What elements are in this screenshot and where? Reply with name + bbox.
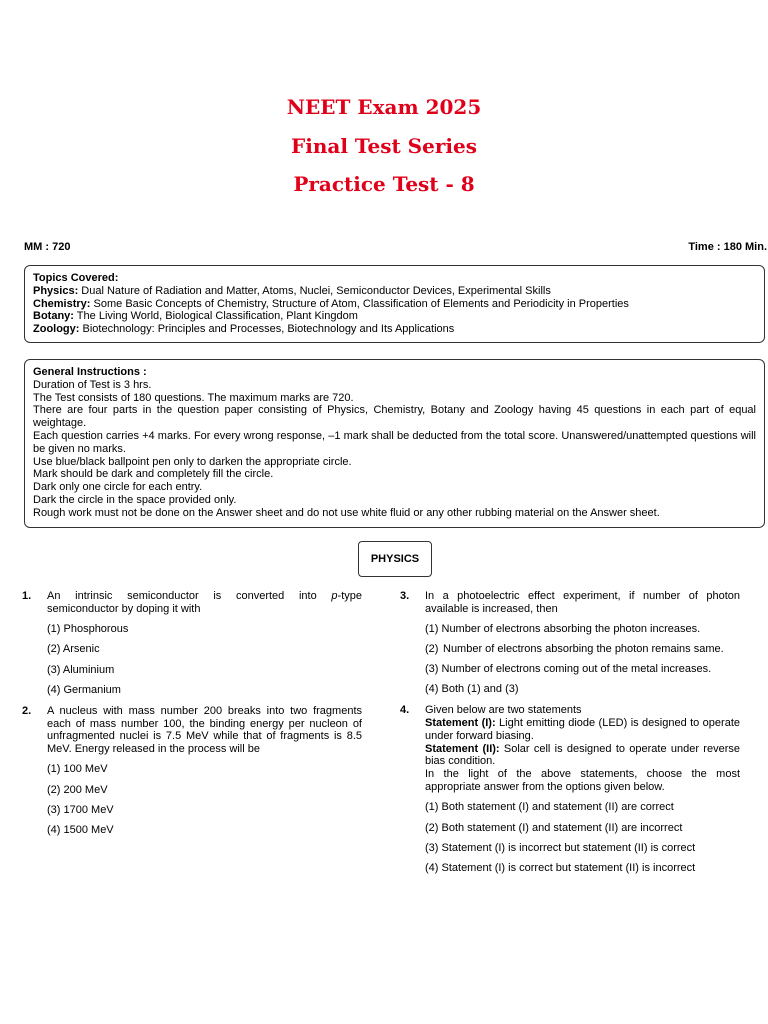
instruction-item: Use blue/black ballpoint pen only to darken the appropriate circle. <box>33 455 352 468</box>
instruction-item: Duration of Test is 3 hrs. <box>33 378 152 391</box>
option-label: (2) <box>425 643 439 656</box>
instruction-item: Dark only one circle for each entry. <box>33 481 203 494</box>
option-2: (2) 200 MeV <box>47 783 108 796</box>
question-number: 1. <box>22 590 32 602</box>
instruction-item: Mark should be dark and completely fill the circle. <box>33 468 274 481</box>
topics-zoology: Zoology: Biotechnology: Principles and Processes, Biotechnology and Its Applications <box>33 323 455 336</box>
topics-botany: Botany: The Living World, Biological Classification, Plant Kingdom <box>33 310 358 323</box>
instruction-item: Dark the circle in the space provided only. <box>33 493 237 506</box>
instruction-item: The Test consists of 180 questions. The maximum marks are 720. <box>33 391 354 404</box>
option-4: (4) Statement (I) is correct but statement (II) is incorrect <box>425 862 696 875</box>
instruction-item: Each question carries +4 marks. For every wrong response, –1 mark shall be deducted from the total score. Unanswered/unattempted questions will be given no marks. <box>33 429 756 455</box>
exam-meta <box>24 241 767 253</box>
question-stem: In a photoelectric effect experiment, if number of photon available is increased, then <box>425 590 740 615</box>
option-3: (3) Number of electrons coming out of the metal increases. <box>425 663 712 676</box>
time-limit: Time : 180 Min. <box>688 241 767 253</box>
statement-1: Statement (I): Light emitting diode (LED) is designed to operate under forward biasing. <box>425 717 740 742</box>
question-number: 4. <box>400 704 410 717</box>
instruction-item: There are four parts in the question paper consisting of Physics, Chemistry, Botany and Zoology having 45 questions in each part of equal weightage. <box>33 404 756 430</box>
question-stem: Given below are two statements Statement (I): Light emitting diode (LED) is designed to operate under forward biasing. Statement (II): Solar cell is designed to operate under reverse bias condition. In the light of the above statements, choose the most appropriate answer from the options given below. <box>425 704 740 794</box>
topics-box <box>24 265 765 343</box>
instructions-box <box>24 359 765 528</box>
option-4: (4) Both (1) and (3) <box>425 683 519 696</box>
question-1 <box>22 590 362 697</box>
option-1: (1) 100 MeV <box>47 763 108 776</box>
topics-heading: Topics Covered: <box>33 272 119 284</box>
statement-2: Statement (II): Solar cell is designed to operate under reverse bias condition. <box>425 742 740 768</box>
option-3: (3) 1700 MeV <box>47 804 114 817</box>
question-stem: An intrinsic semiconductor is converted into p-type semiconductor by doping it with <box>47 590 362 615</box>
max-marks: MM : 720 <box>24 241 71 253</box>
option-1: (1) Phosphorous <box>47 623 129 636</box>
topics-physics: Physics: Dual Nature of Radiation and Matter, Atoms, Nuclei, Semiconductor Devices, Experimental Skills <box>33 284 551 297</box>
question-2 <box>22 705 362 837</box>
option-4: (4) Germanium <box>47 683 121 696</box>
option-2: (2) Arsenic <box>47 643 100 656</box>
option-2: (2) Both statement (I) and statement (II) are incorrect <box>425 821 683 834</box>
option-4: (4) 1500 MeV <box>47 824 114 837</box>
option-3: (3) Statement (I) is incorrect but statement (II) is correct <box>425 841 696 854</box>
question-stem: A nucleus with mass number 200 breaks into two fragments each of mass number 100, the binding energy per nucleon of unfragmented nuclei is 7.5 MeV while that of fragments is 8.5 MeV. Energy released in the process will be <box>47 704 362 756</box>
instructions-heading: General Instructions : <box>33 366 147 378</box>
exam-titles <box>0 88 768 204</box>
question-3 <box>400 590 740 696</box>
exam-title: NEET Exam 2025 <box>286 95 482 119</box>
question-4 <box>400 704 740 875</box>
option-2 <box>425 643 740 656</box>
option-1: (1) Both statement (I) and statement (II) are correct <box>425 801 674 814</box>
option-text: Number of electrons absorbing the photon remains same. <box>443 643 724 656</box>
series-title: Final Test Series <box>291 133 477 158</box>
option-1: (1) Number of electrons absorbing the photon increases. <box>425 623 701 636</box>
questions-right-column <box>400 590 740 875</box>
section-heading-physics: PHYSICS <box>358 541 432 577</box>
question-number: 2. <box>22 704 32 717</box>
test-title: Practice Test - 8 <box>293 172 475 196</box>
question-number: 3. <box>400 590 410 602</box>
instruction-item: Rough work must not be done on the Answer sheet and do not use white fluid or any other rubbing material on the Answer sheet. <box>33 506 660 519</box>
topics-chemistry: Chemistry: Some Basic Concepts of Chemistry, Structure of Atom, Classification of Elements and Periodicity in Properties <box>33 297 629 310</box>
option-3: (3) Aluminium <box>47 663 115 676</box>
questions-left-column <box>22 590 362 837</box>
